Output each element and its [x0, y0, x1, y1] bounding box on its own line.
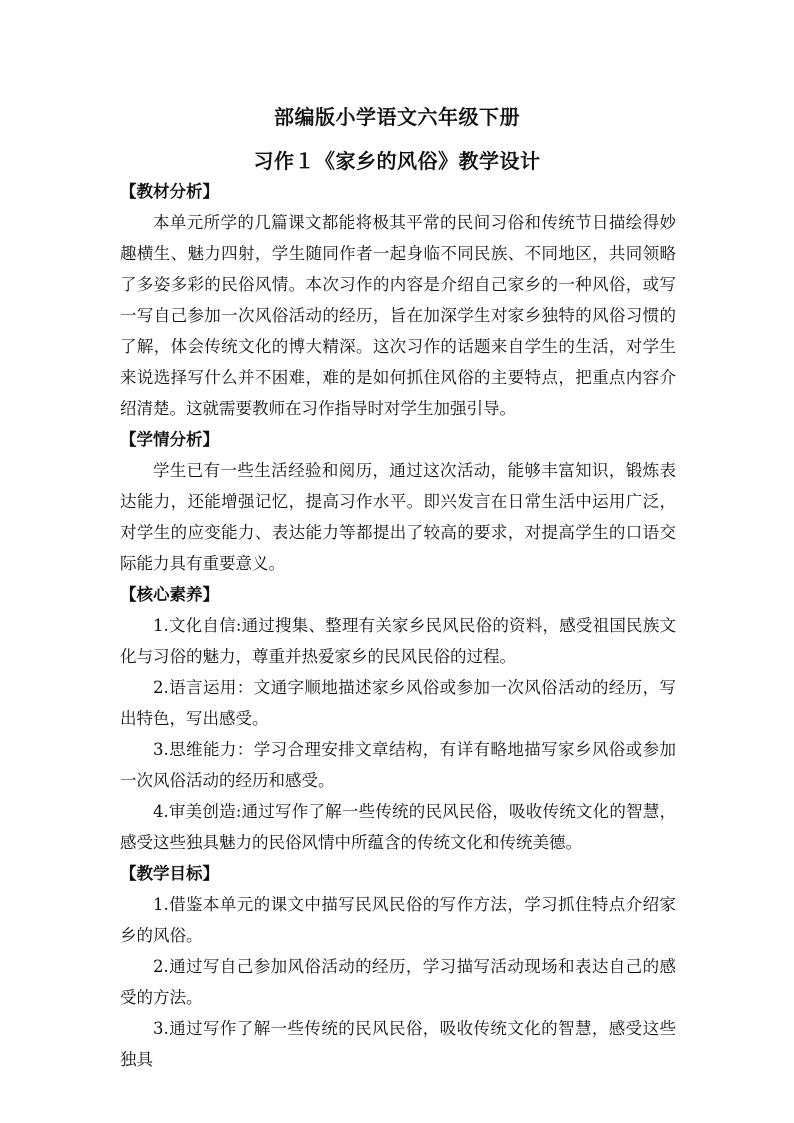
- paragraph-student-analysis: 学生已有一些生活经验和阅历，通过这次活动，能够丰富知识，锻炼表达能力，还能增强记忆，提高习作水平。即兴发言在日常生活中运用广泛，对学生的应变能力、表达能力等都提出了较高的要求，对提高学生的口语交际能力具有重要意义。: [120, 461, 676, 573]
- section-heading-teaching-goals: 【教学目标】: [120, 864, 219, 883]
- list-item-goal-2: 2.通过写自己参加风俗活动的经历，学习描写活动现场和表达自己的感受的方法。: [120, 957, 676, 1007]
- list-item-goal-1: 1.借鉴本单元的课文中描写民风民俗的写作方法，学习抓住特点介绍家乡的风俗。: [120, 895, 676, 945]
- section-heading-student-analysis: 【学情分析】: [120, 430, 219, 449]
- list-item-goal-3: 3.通过写作了解一些传统的民风民俗，吸收传统文化的智慧，感受这些独具: [120, 1019, 676, 1069]
- list-item-literacy-1: 1.文化自信:通过搜集、整理有关家乡民风民俗的资料，感受祖国民族文化与习俗的魅力，尊重并热爱家乡的民风民俗的过程。: [120, 616, 676, 666]
- document-body: [120, 176, 676, 1075]
- document-subtitle: 习作１《家乡的风俗》教学设计: [253, 149, 541, 173]
- paragraph-textbook-analysis: 本单元所学的几篇课文都能将极其平常的民间习俗和传统节日描绘得妙趣横生、魅力四射，学生随同作者一起身临不同民族、不同地区，共同领略了多姿多彩的民俗风情。本次习作的内容是介绍自己家乡的一种风俗，或写一写自己参加一次风俗活动的经历，旨在加深学生对家乡独特的风俗习惯的了解，体会传统文化的博大精深。这次习作的话题来自学生的生活，对学生来说选择写什么并不困难，难的是如何抓住风俗的主要特点，把重点内容介绍清楚。这就需要教师在习作指导时对学生加强引导。: [120, 213, 676, 418]
- section-heading-textbook-analysis: 【教材分析】: [120, 182, 219, 201]
- section-heading-core-literacy: 【核心素养】: [120, 585, 219, 604]
- document-title: 部编版小学语文六年级下册: [274, 105, 520, 129]
- list-item-literacy-4: 4.审美创造:通过写作了解一些传统的民风民俗，吸收传统文化的智慧，感受这些独具魅力的民俗风情中所蕴含的传统文化和传统美德。: [120, 802, 676, 852]
- list-item-literacy-3: 3.思维能力：学习合理安排文章结构，有详有略地描写家乡风俗或参加一次风俗活动的经历和感受。: [120, 740, 676, 790]
- list-item-literacy-2: 2.语言运用：文通字顺地描述家乡风俗或参加一次风俗活动的经历，写出特色，写出感受。: [120, 678, 676, 728]
